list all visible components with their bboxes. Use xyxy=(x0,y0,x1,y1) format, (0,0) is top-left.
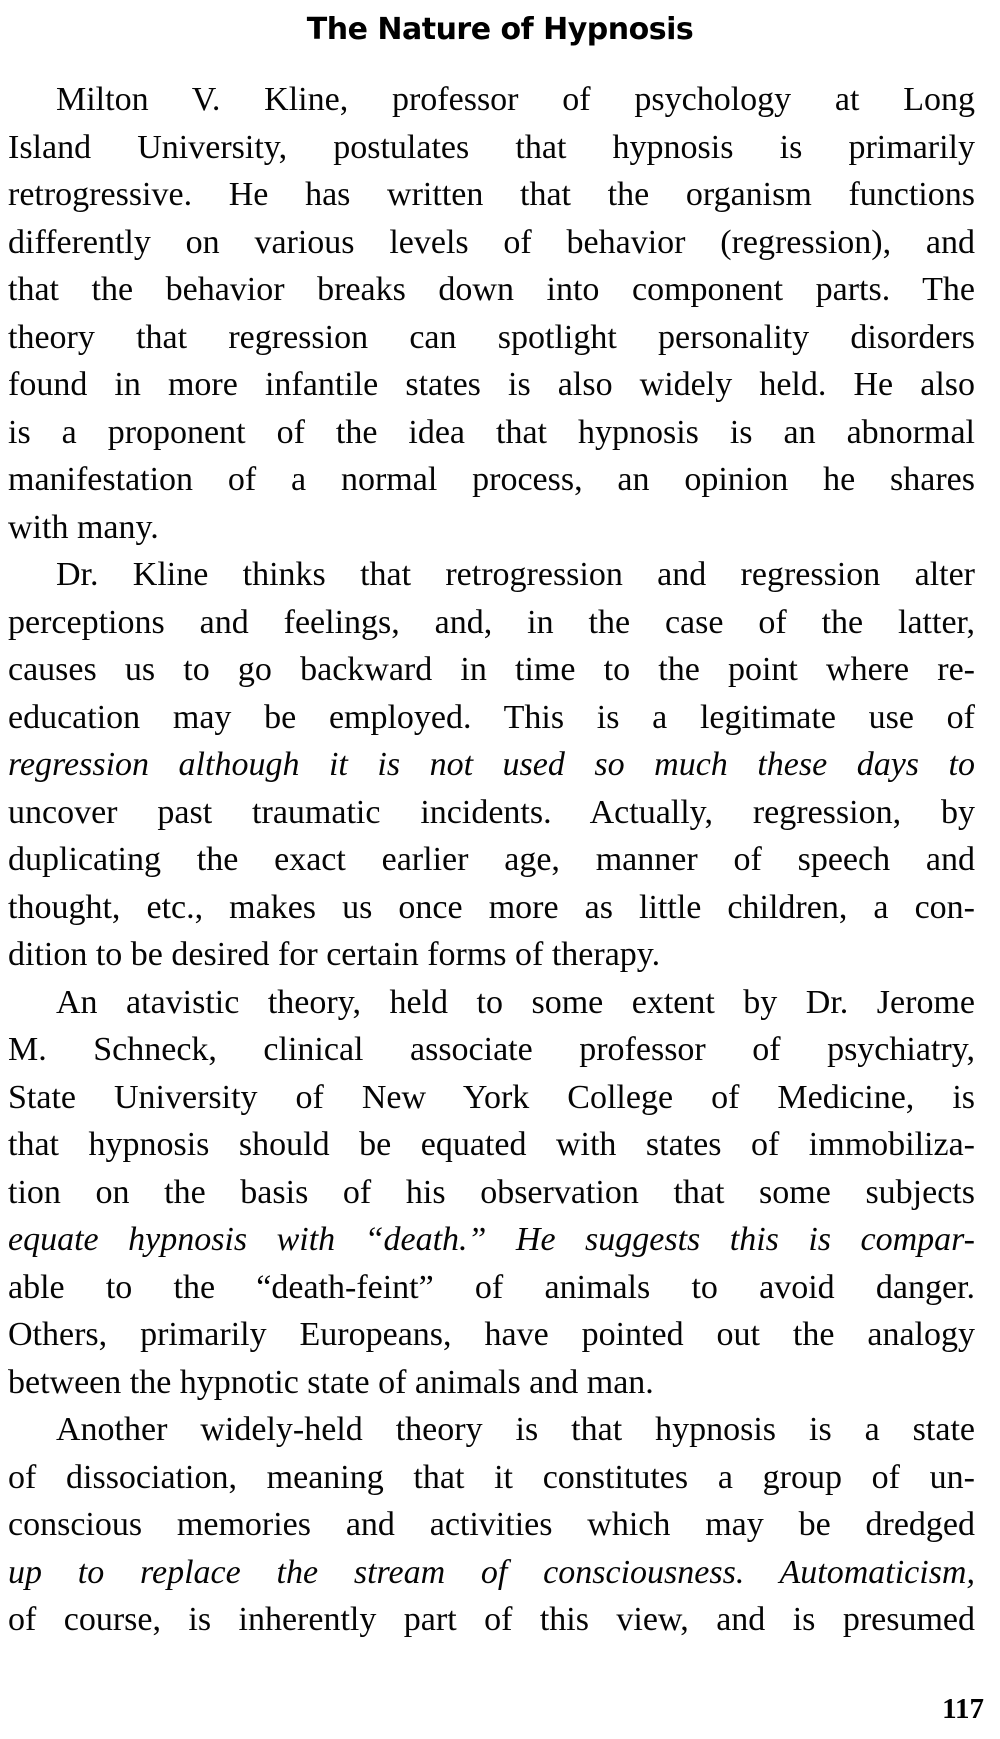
text-line: between the hypnotic state of animals and man. xyxy=(8,1363,654,1401)
text-line: dition to be desired for certain forms of therapy. xyxy=(8,936,661,973)
text-line: of course, is inherently part of this view, and is presumed xyxy=(8,1601,975,1638)
text-line: causes us to go backward in time to the point where re- xyxy=(8,651,975,688)
text-line: theory that regression can spotlight personality disorders xyxy=(8,318,975,356)
text-line: up to replace the stream of consciousness. Automaticism, xyxy=(8,1553,975,1591)
text-line: regression although it is not used so much these days to xyxy=(8,746,975,783)
text-line: Milton V. Kline, professor of psychology at Long xyxy=(56,81,975,118)
text-line: Another widely-held theory is that hypnosis is a state xyxy=(56,1411,975,1448)
text-line: Dr. Kline thinks that retrogression and regression alter xyxy=(56,556,975,593)
text-line: M. Schneck, clinical associate professor of psychiatry, xyxy=(8,1031,975,1068)
page-body xyxy=(8,76,975,1644)
text-line: that the behavior breaks down into component parts. The xyxy=(8,271,975,308)
text-line: thought, etc., makes us once more as little children, a con- xyxy=(8,888,975,926)
text-line: differently on various levels of behavior (regression), and xyxy=(8,223,975,261)
text-line: perceptions and feelings, and, in the case of the latter, xyxy=(8,603,975,641)
text-line: with many. xyxy=(8,508,159,546)
text-line: tion on the basis of his observation that some subjects xyxy=(8,1173,975,1211)
text-line: equate hypnosis with “death.” He suggests this is compar- xyxy=(8,1221,975,1258)
text-line: retrogressive. He has written that the organism functions xyxy=(8,176,975,213)
text-line: able to the “death-feint” of animals to avoid danger. xyxy=(8,1268,975,1306)
text-line: State University of New York College of Medicine, is xyxy=(8,1078,975,1116)
text-line: education may be employed. This is a legitimate use of xyxy=(8,698,975,736)
text-line: is a proponent of the idea that hypnosis is an abnormal xyxy=(8,413,975,451)
text-line: An atavistic theory, held to some extent by Dr. Jerome xyxy=(56,983,975,1021)
page-number: 117 xyxy=(942,1693,984,1725)
text-line: Island University, postulates that hypnosis is primarily xyxy=(8,128,975,166)
text-line: duplicating the exact earlier age, manner of speech and xyxy=(8,841,975,878)
page-title: The Nature of Hypnosis xyxy=(306,12,694,47)
text-line: Others, primarily Europeans, have pointed out the analogy xyxy=(8,1316,975,1353)
text-line: of dissociation, meaning that it constitutes a group of un- xyxy=(8,1458,975,1496)
text-line: that hypnosis should be equated with states of immobiliza- xyxy=(8,1126,975,1163)
text-line: uncover past traumatic incidents. Actually, regression, by xyxy=(8,793,975,831)
text-line: manifestation of a normal process, an opinion he shares xyxy=(8,461,975,498)
text-line: found in more infantile states is also widely held. He also xyxy=(8,366,975,403)
text-line: conscious memories and activities which may be dredged xyxy=(8,1506,975,1543)
